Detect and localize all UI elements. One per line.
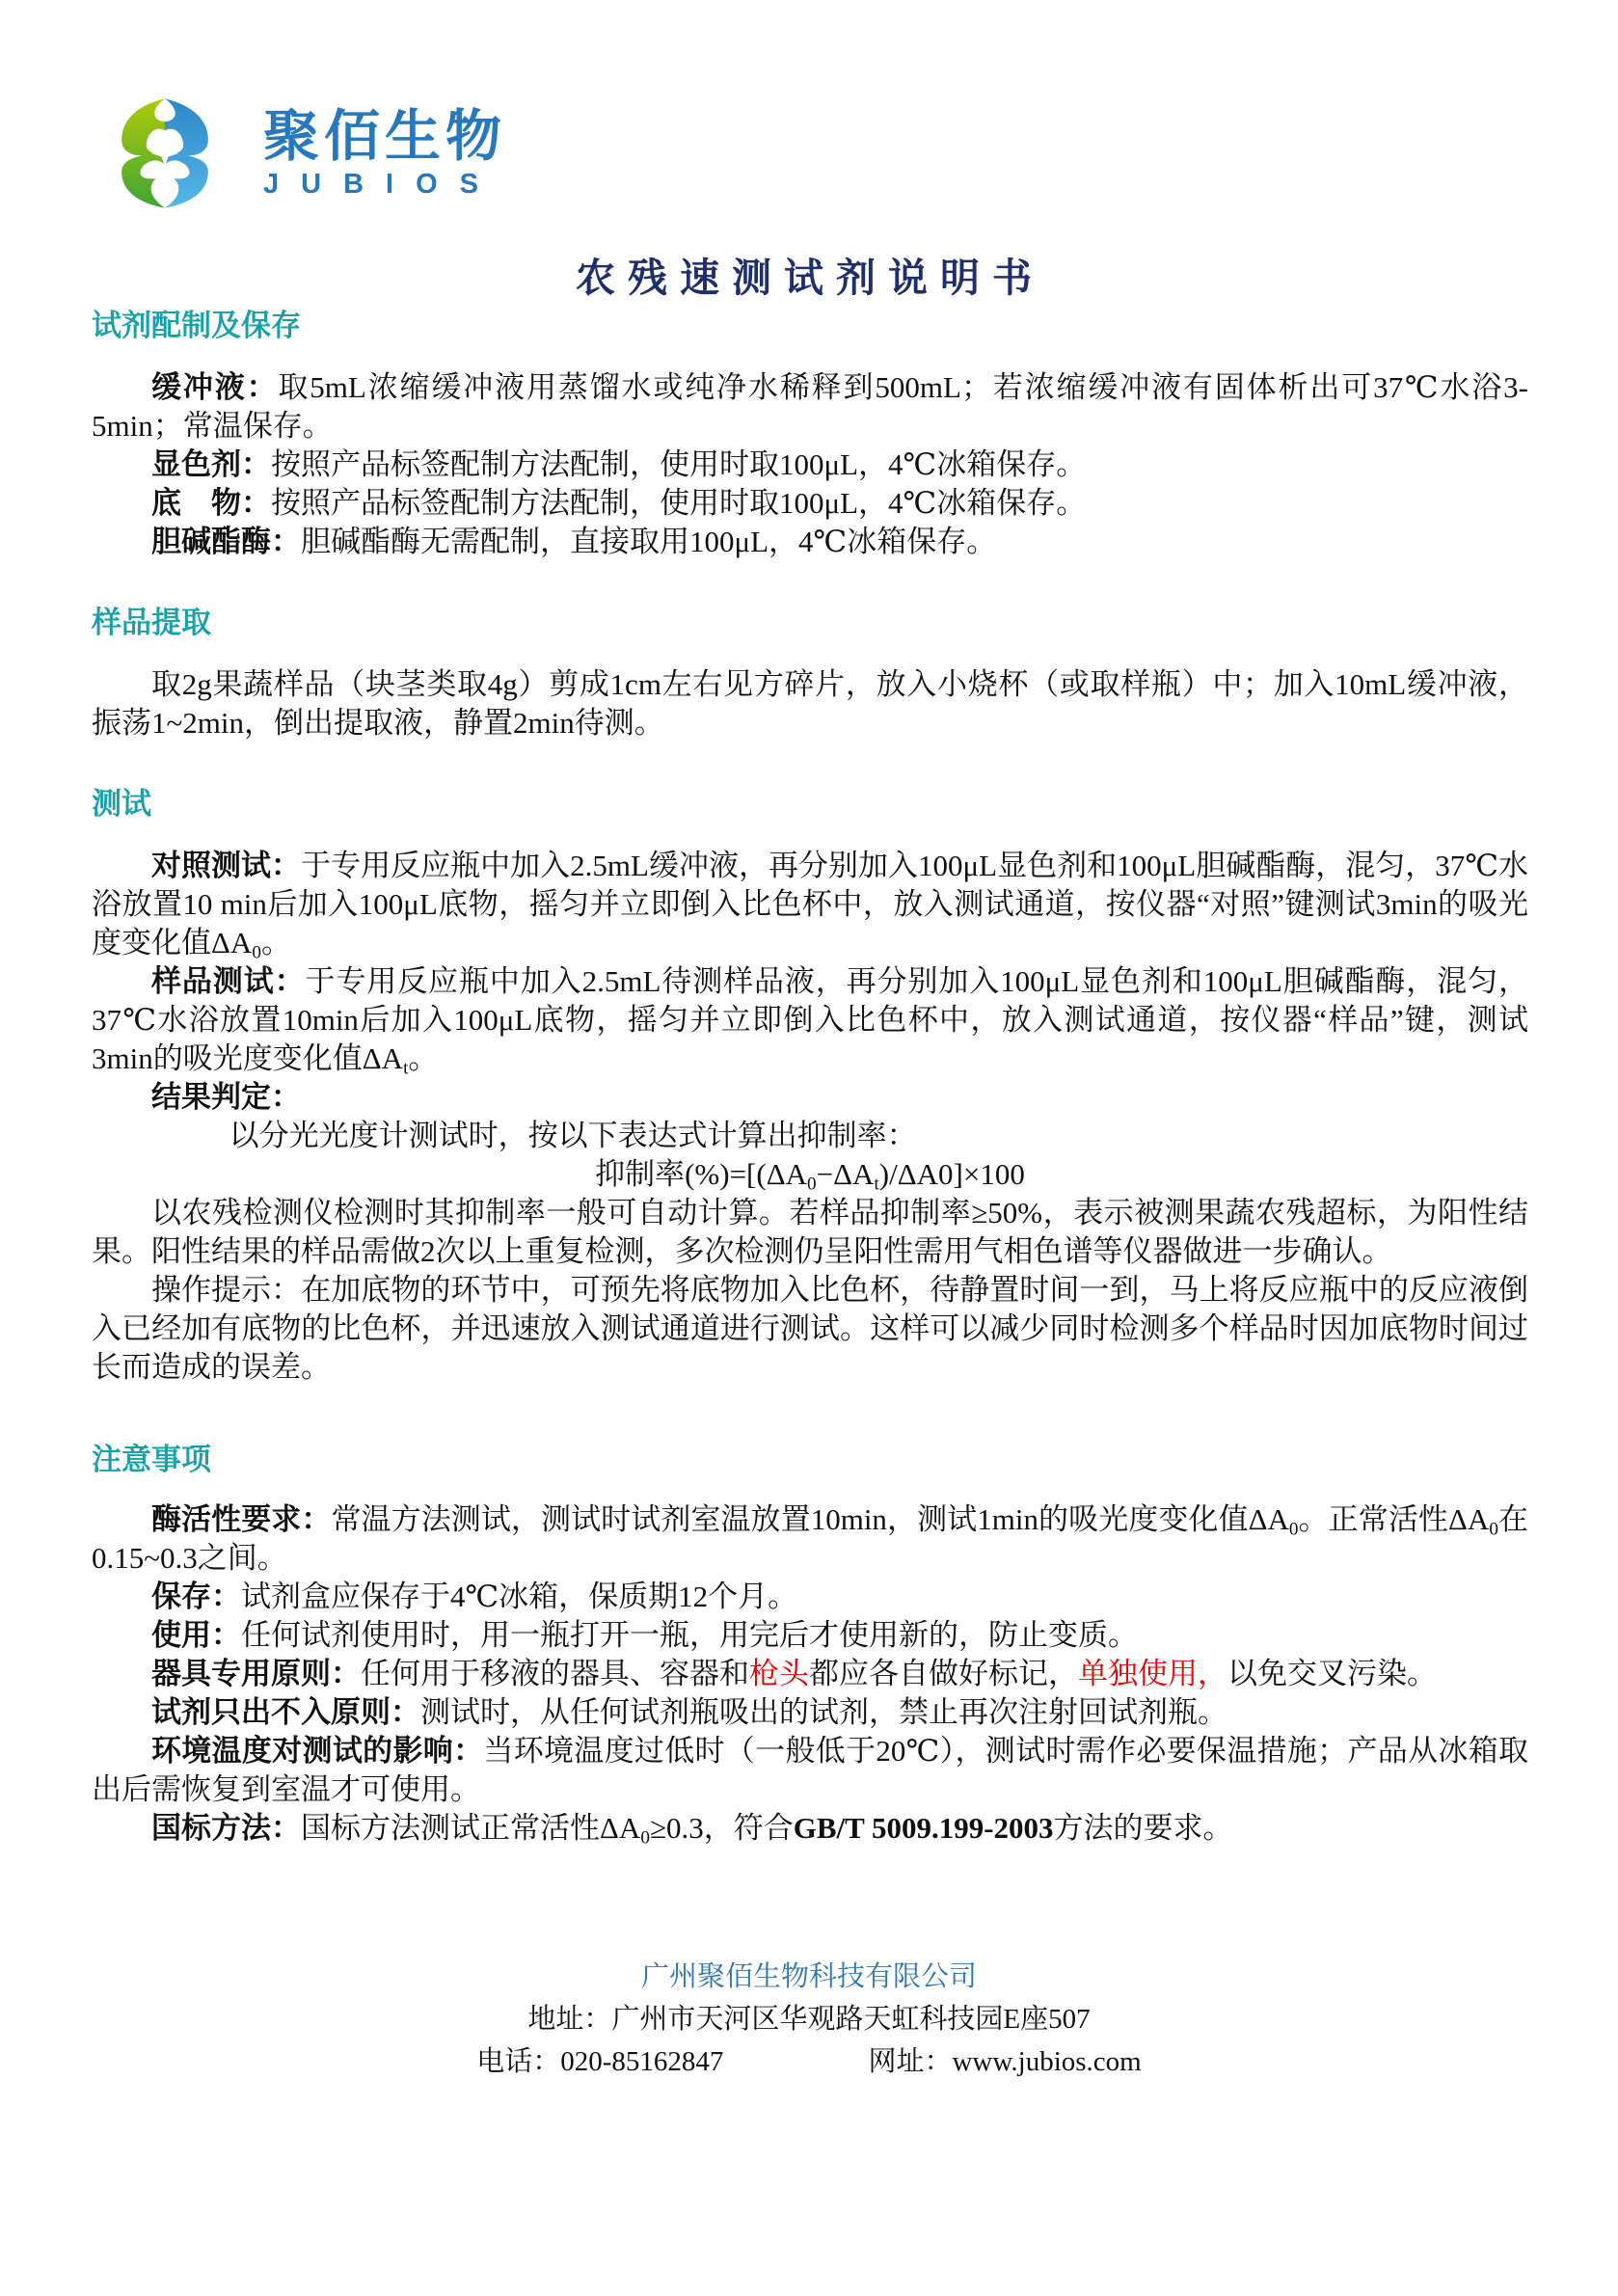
- footer-phone: 电话：020-85162847: [476, 2046, 724, 2077]
- section-heading-testing: 测试: [92, 787, 151, 821]
- section-heading-sample-extraction: 样品提取: [92, 606, 211, 639]
- footer-address: 地址：广州市天河区华观路天虹科技园E座507: [527, 2004, 1091, 2035]
- section-precautions: [92, 1500, 1528, 1848]
- para-dedicated-tools: 器具专用原则：任何用于移液的器具、容器和枪头都应各自做好标记，单独使用，以免交叉污染。: [151, 1657, 1437, 1690]
- footer: [0, 1956, 1618, 2083]
- para-sample-test: 样品测试：于专用反应瓶中加入2.5mL待测样品液，再分别加入100μL显色剂和100μL胆碱酯酶，混匀，37℃水浴放置10min后加入100μL底物，摇匀并立即倒入比色杯中，放入测试通道，按仪器“样品”键，测试3min的吸光度变化值ΔAt。: [92, 964, 1528, 1079]
- para-substrate: 底 物：按照产品标签配制方法配制，使用时取100μL，4℃冰箱保存。: [151, 486, 1087, 520]
- footer-contact-row: [0, 2040, 1618, 2083]
- section-sample-extraction: [92, 665, 1528, 743]
- inhibition-rate-formula: 抑制率(%)=[(ΔA0−ΔAt)/ΔA0]×100: [595, 1157, 1025, 1195]
- jubios-logo-icon: [92, 96, 238, 210]
- footer-company-name: 广州聚佰生物科技有限公司: [640, 1961, 977, 1992]
- para-formula-intro: 以分光光度计测试时，按以下表达式计算出抑制率：: [229, 1119, 917, 1152]
- para-enzyme-activity: 酶活性要求：常温方法测试，测试时试剂室温放置10min，测试1min的吸光度变化值ΔA0。正常活性ΔA0在0.15~0.3之间。: [92, 1502, 1528, 1575]
- para-control-test: 对照测试：于专用反应瓶中加入2.5mL缓冲液，再分别加入100μL显色剂和100μL胆碱酯酶，混匀，37℃水浴放置10 min后加入100μL底物，摇匀并立即倒入比色杯中，放入测试通道，按仪器“对照”键测试3min的吸光度变化值ΔA0。: [92, 849, 1529, 963]
- logo-name-english: JUBIOS: [263, 169, 500, 200]
- para-national-standard: 国标方法：国标方法测试正常活性ΔA0≥0.3，符合GB/T 5009.199-2003方法的要求。: [151, 1811, 1233, 1849]
- para-result-judgement-label: 结果判定：: [151, 1080, 301, 1114]
- section-heading-reagent-prep: 试剂配制及保存: [92, 309, 301, 342]
- para-operation-tip: 操作提示：在加底物的环节中，可预先将底物加入比色杯，待静置时间一到，马上将反应瓶中的反应液倒入已经加有底物的比色杯，并迅速放入测试通道进行测试。这样可以减少同时检测多个样品时因加底物时间过长而造成的误差。: [92, 1273, 1528, 1384]
- para-no-return-rule: 试剂只出不入原则：测试时，从任何试剂瓶吸出的试剂，禁止再次注射回试剂瓶。: [151, 1695, 1227, 1729]
- para-chromogen: 显色剂：按照产品标签配制方法配制，使用时取100μL，4℃冰箱保存。: [151, 447, 1087, 481]
- para-storage: 保存：试剂盒应保存于4℃冰箱，保质期12个月。: [151, 1580, 798, 1613]
- para-cholinesterase: 胆碱酯酶：胆碱酯酶无需配制，直接取用100μL，4℃冰箱保存。: [151, 525, 997, 558]
- section-reagent-prep: [92, 368, 1528, 561]
- para-buffer: 缓冲液：取5mL浓缩缓冲液用蒸馏水或纯净水稀释到500mL；若浓缩缓冲液有固体析出可37℃水浴3-5min；常温保存。: [92, 370, 1528, 443]
- para-usage: 使用：任何试剂使用时，用一瓶打开一瓶，用完后才使用新的，防止变质。: [151, 1618, 1138, 1652]
- logo-name-chinese: 聚佰生物: [263, 105, 507, 168]
- page-title: 农残速测试剂说明书: [576, 256, 1044, 300]
- footer-website: 网址：www.jubios.com: [868, 2046, 1142, 2077]
- para-ambient-temperature: 环境温度对测试的影响：当环境温度过低时（一般低于20℃），测试时需作必要保温措施；产品从冰箱取出后需恢复到室温才可使用。: [92, 1734, 1529, 1806]
- logo-text: [263, 105, 507, 201]
- logo: [92, 93, 1528, 247]
- section-testing: [92, 847, 1528, 1387]
- para-result-interpretation: 以农残检测仪检测时其抑制率一般可自动计算。若样品抑制率≥50%，表示被测果蔬农残超标，为阳性结果。阳性结果的样品需做2次以上重复检测，多次检测仍呈阳性需用气相色谱等仪器做进一步确认。: [92, 1196, 1528, 1268]
- section-heading-precautions: 注意事项: [92, 1443, 211, 1476]
- para-extraction: 取2g果蔬样品（块茎类取4g）剪成1cm左右见方碎片，放入小烧杯（或取样瓶）中；加入10mL缓冲液，振荡1~2min，倒出提取液，静置2min待测。: [92, 667, 1528, 740]
